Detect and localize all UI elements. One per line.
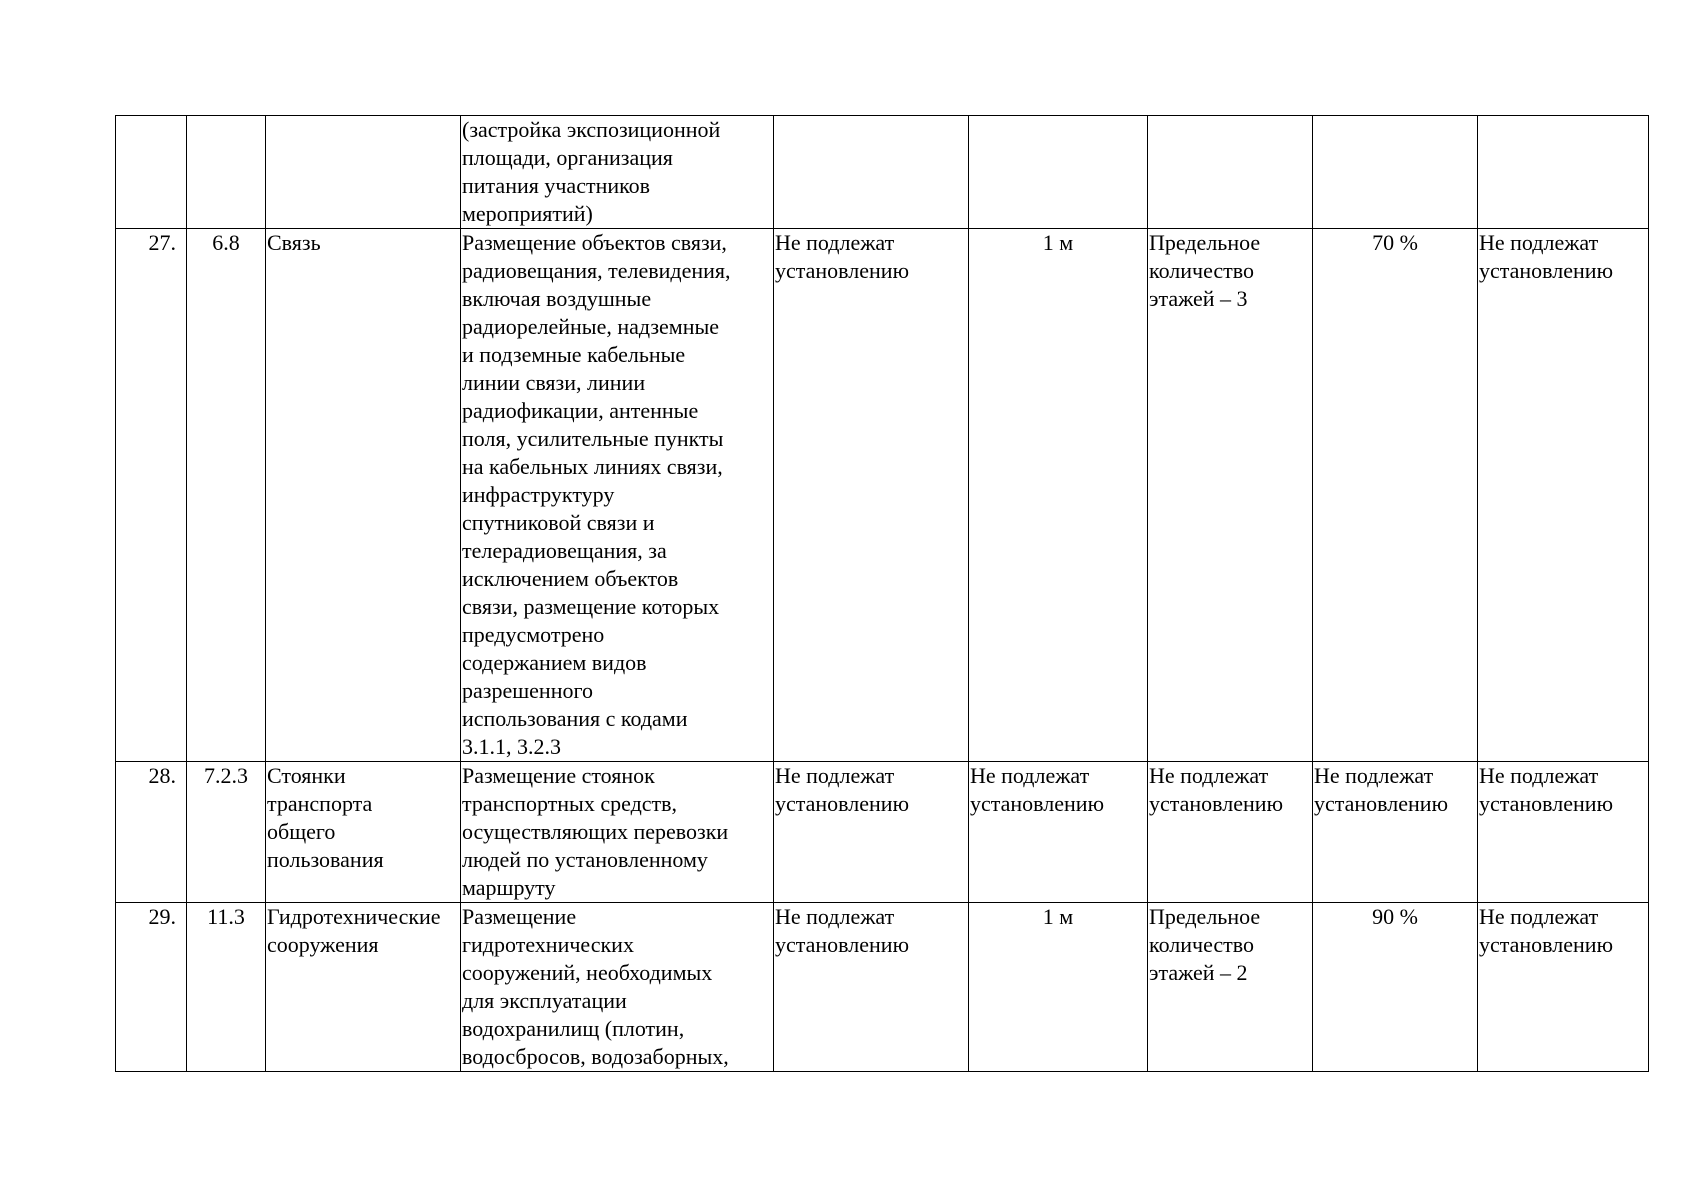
description-cell: Размещение стоянок транспортных средств, осуществляющих перевозки людей по установленному маршруту [461,762,774,903]
table-row [116,229,1649,762]
description-cell: (застройка экспозиционной площади, организация питания участников мероприятий) [461,116,774,229]
code-cell [187,116,266,229]
param-cell-7: Не подлежат установлению [1148,762,1313,903]
table-row [116,903,1649,1072]
row-number-cell: 28. [116,762,187,903]
param-cell-6: Не подлежат установлению [969,762,1148,903]
param-cell-9: Не подлежат установлению [1478,229,1649,762]
param-cell-9 [1478,116,1649,229]
param-cell-6: 1 м [969,229,1148,762]
name-cell: Гидротехнические сооружения [266,903,461,1072]
param-cell-5 [774,116,969,229]
param-cell-8: 90 % [1313,903,1478,1072]
param-cell-6: 1 м [969,903,1148,1072]
code-cell: 11.3 [187,903,266,1072]
param-cell-9: Не подлежат установлению [1478,762,1649,903]
param-cell-7: Предельное количество этажей – 2 [1148,903,1313,1072]
param-cell-5: Не подлежат установлению [774,229,969,762]
param-cell-8 [1313,116,1478,229]
row-number-cell: 29. [116,903,187,1072]
param-cell-8: 70 % [1313,229,1478,762]
code-cell: 7.2.3 [187,762,266,903]
param-cell-7 [1148,116,1313,229]
param-cell-8: Не подлежат установлению [1313,762,1478,903]
param-cell-9: Не подлежат установлению [1478,903,1649,1072]
code-cell: 6.8 [187,229,266,762]
param-cell-7: Предельное количество этажей – 3 [1148,229,1313,762]
table-row [116,116,1649,229]
row-number-cell [116,116,187,229]
description-cell: Размещение объектов связи, радиовещания, телевидения, включая воздушные радиорелейные, надземные и подземные кабельные линии связи, линии радиофикации, антенные поля, усилительные пункты на кабельных линиях связи, инфраструктуру спутниковой связи и телерадиовещания, за исключением объектов связи, размещение которых предусмотрено содержанием видов разрешенного использования с кодами 3.1.1, 3.2.3 [461,229,774,762]
param-cell-5: Не подлежат установлению [774,903,969,1072]
name-cell [266,116,461,229]
param-cell-6 [969,116,1148,229]
name-cell: Связь [266,229,461,762]
land-use-table [115,115,1649,1072]
row-number-cell: 27. [116,229,187,762]
name-cell: Стоянки транспорта общего пользования [266,762,461,903]
description-cell: Размещение гидротехнических сооружений, необходимых для эксплуатации водохранилищ (плотин, водосбросов, водозаборных, [461,903,774,1072]
param-cell-5: Не подлежат установлению [774,762,969,903]
table-row [116,762,1649,903]
